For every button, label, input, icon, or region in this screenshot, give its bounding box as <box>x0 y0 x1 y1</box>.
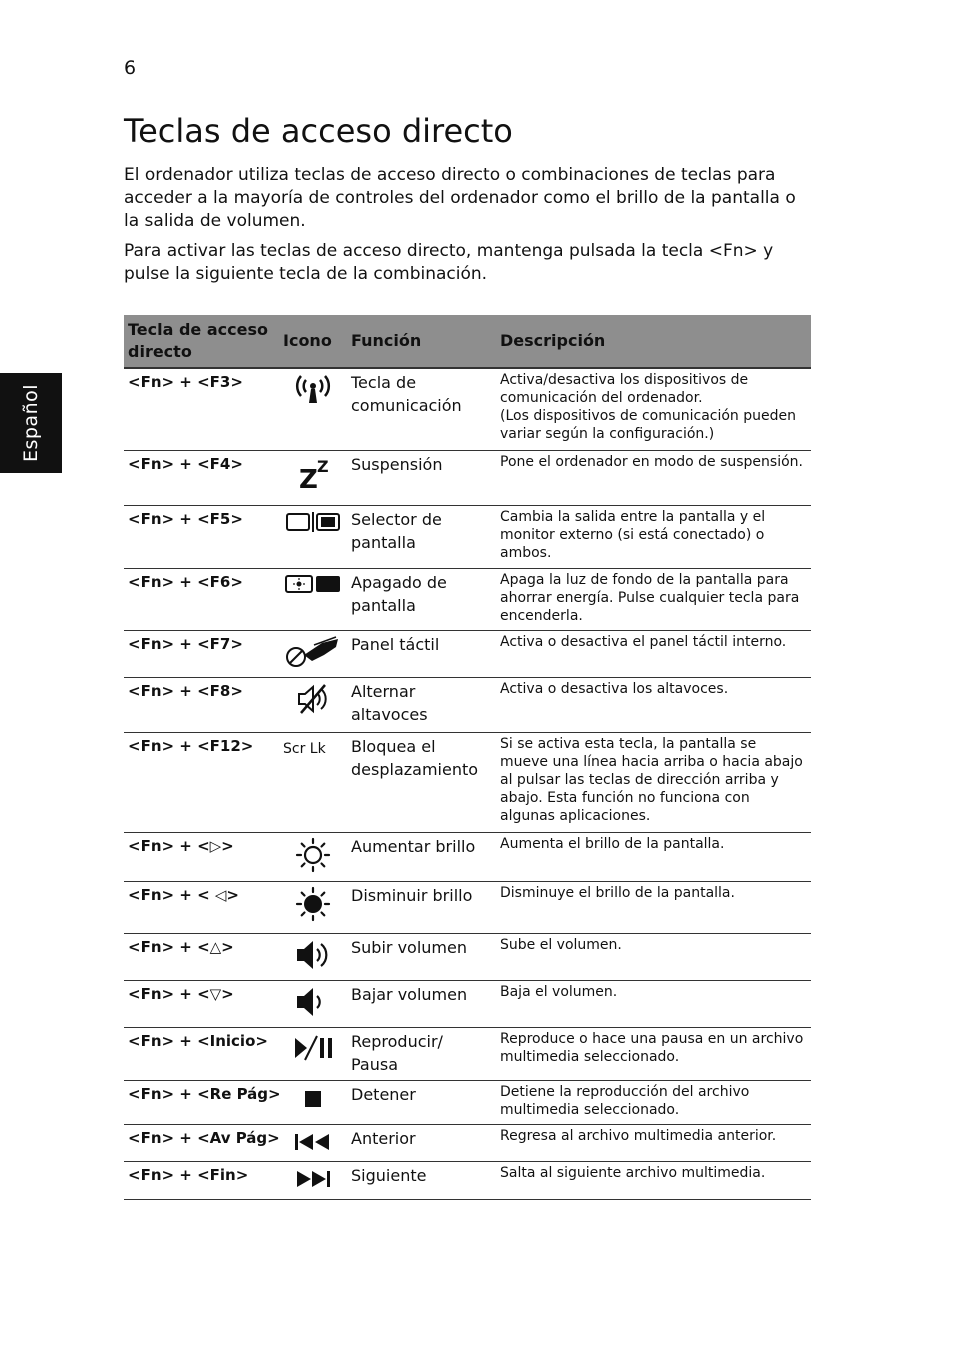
icon-cell <box>279 450 347 505</box>
table-row <box>124 1080 811 1124</box>
table-row <box>124 505 811 568</box>
hotkeys-table <box>124 315 811 1200</box>
display-toggle-icon <box>285 510 341 534</box>
svg-text:Z: Z <box>317 456 329 476</box>
next-track-icon <box>291 1166 335 1190</box>
fn-key-label: <Fn> <box>708 241 758 261</box>
hotkey-cell: <Fn> + <F5> <box>124 505 279 568</box>
header-hotkey: Tecla de acceso directo <box>124 315 279 368</box>
sleep-icon <box>293 455 333 491</box>
function-cell: Disminuir brillo <box>347 881 496 933</box>
table-row <box>124 1124 811 1161</box>
description-cell: Detiene la reproducción del archivo multimedia seleccionado. <box>496 1080 811 1124</box>
previous-track-icon <box>291 1129 335 1153</box>
description-cell: Cambia la salida entre la pantalla y el monitor externo (si está conectado) o ambos. <box>496 505 811 568</box>
intro-p2-before: Para activar las teclas de acceso directo, mantenga pulsada la tecla <box>124 241 709 261</box>
icon-cell <box>279 1027 347 1080</box>
hotkey-cell: <Fn> + <F6> <box>124 568 279 630</box>
function-cell: Selector de pantalla <box>347 505 496 568</box>
icon-cell <box>279 832 347 881</box>
function-cell: Suspensión <box>347 450 496 505</box>
icon-cell <box>279 881 347 933</box>
header-icon: Icono <box>279 315 347 368</box>
function-cell: Apagado de pantalla <box>347 568 496 630</box>
table-row <box>124 630 811 677</box>
hotkey-cell: <Fn> + <Fin> <box>124 1161 279 1199</box>
table-row <box>124 1161 811 1199</box>
function-cell: Subir volumen <box>347 933 496 980</box>
icon-cell <box>279 1124 347 1161</box>
description-cell: Aumenta el brillo de la pantalla. <box>496 832 811 881</box>
description-cell: Reproduce o hace una pausa en un archivo multimedia seleccionado. <box>496 1027 811 1080</box>
description-cell: Disminuye el brillo de la pantalla. <box>496 881 811 933</box>
hotkey-cell: <Fn> + <▽> <box>124 980 279 1027</box>
wireless-icon <box>293 373 333 407</box>
table-row <box>124 1027 811 1080</box>
hotkey-cell: <Fn> + < ◁> <box>124 881 279 933</box>
icon-cell <box>279 1080 347 1124</box>
page-title: Teclas de acceso directo <box>124 112 513 150</box>
hotkey-cell: <Fn> + <F7> <box>124 630 279 677</box>
volume-up-icon <box>293 938 333 972</box>
touchpad-toggle-icon <box>284 635 342 669</box>
description-cell: Apaga la luz de fondo de la pantalla para ahorrar energía. Pulse cualquier tecla para encenderla. <box>496 568 811 630</box>
function-cell: Tecla de comunicación <box>347 368 496 450</box>
hotkey-cell: <Fn> + <F8> <box>124 677 279 732</box>
brightness-up-icon <box>295 837 331 873</box>
icon-cell <box>279 368 347 450</box>
hotkey-cell: <Fn> + <F4> <box>124 450 279 505</box>
brightness-down-icon <box>295 886 331 922</box>
icon-cell <box>279 1161 347 1199</box>
function-cell: Alternar altavoces <box>347 677 496 732</box>
hotkey-cell: <Fn> + <Re Pág> <box>124 1080 279 1124</box>
table-row <box>124 933 811 980</box>
icon-cell <box>279 630 347 677</box>
intro-paragraph-2 <box>124 240 814 286</box>
screen-off-icon <box>284 573 342 595</box>
page-number: 6 <box>124 57 137 79</box>
language-label: Español <box>20 383 42 463</box>
icon-cell <box>279 732 347 832</box>
description-cell: Regresa al archivo multimedia anterior. <box>496 1124 811 1161</box>
function-cell: Detener <box>347 1080 496 1124</box>
hotkey-cell: <Fn> + <Inicio> <box>124 1027 279 1080</box>
hotkey-cell: <Fn> + <F3> <box>124 368 279 450</box>
header-description: Descripción <box>496 315 811 368</box>
description-cell: Sube el volumen. <box>496 933 811 980</box>
icon-cell <box>279 568 347 630</box>
description-cell: Si se activa esta tecla, la pantalla se mueve una línea hacia arriba o hacia abajo al pulsar las teclas de dirección arriba y abajo. Esta función no funciona con algunas aplicaciones. <box>496 732 811 832</box>
table-row <box>124 980 811 1027</box>
icon-cell <box>279 980 347 1027</box>
table-header-row <box>124 315 811 368</box>
intro-p2-after: y pulse la siguiente tecla de la combinación. <box>124 241 774 284</box>
description-cell: Activa o desactiva los altavoces. <box>496 677 811 732</box>
description-cell: Pone el ordenador en modo de suspensión. <box>496 450 811 505</box>
function-cell: Bajar volumen <box>347 980 496 1027</box>
icon-cell <box>279 677 347 732</box>
play-pause-icon <box>291 1032 335 1064</box>
description-cell: Activa/desactiva los dispositivos de comunicación del ordenador. (Los dispositivos de comunicación pueden variar según la configuración.) <box>496 368 811 450</box>
hotkey-cell: <Fn> + <Av Pág> <box>124 1124 279 1161</box>
table-row <box>124 832 811 881</box>
table-row <box>124 368 811 450</box>
function-cell: Siguiente <box>347 1161 496 1199</box>
stop-icon <box>293 1085 333 1111</box>
icon-cell <box>279 933 347 980</box>
intro-paragraph-1: El ordenador utiliza teclas de acceso directo o combinaciones de teclas para acceder a la mayoría de controles del ordenador como el brillo de la pantalla o la salida de volumen. <box>124 165 796 231</box>
hotkey-cell: <Fn> + <▷> <box>124 832 279 881</box>
language-side-tab <box>0 373 62 473</box>
header-function: Función <box>347 315 496 368</box>
function-cell: Panel táctil <box>347 630 496 677</box>
table-row <box>124 881 811 933</box>
function-cell: Aumentar brillo <box>347 832 496 881</box>
description-cell: Salta al siguiente archivo multimedia. <box>496 1161 811 1199</box>
speaker-mute-icon <box>293 682 333 716</box>
volume-down-icon <box>293 985 333 1019</box>
table-row <box>124 677 811 732</box>
function-cell: Reproducir/ Pausa <box>347 1027 496 1080</box>
function-cell: Anterior <box>347 1124 496 1161</box>
function-cell: Bloquea el desplazamiento <box>347 732 496 832</box>
description-cell: Activa o desactiva el panel táctil interno. <box>496 630 811 677</box>
table-row <box>124 450 811 505</box>
description-cell: Baja el volumen. <box>496 980 811 1027</box>
hotkey-cell: <Fn> + <△> <box>124 933 279 980</box>
hotkey-cell: <Fn> + <F12> <box>124 732 279 832</box>
icon-cell <box>279 505 347 568</box>
table-row <box>124 732 811 832</box>
table-row <box>124 568 811 630</box>
scroll-lock-icon: Scr Lk <box>283 740 326 757</box>
svg-text:Z: Z <box>299 464 318 491</box>
